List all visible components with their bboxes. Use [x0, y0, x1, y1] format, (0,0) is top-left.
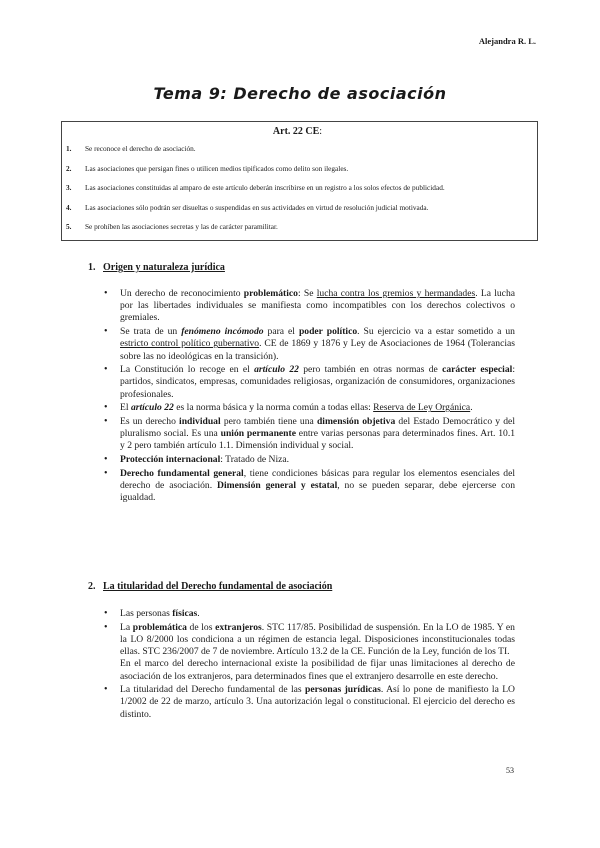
text: . — [197, 608, 200, 619]
article-box — [61, 121, 538, 241]
text: . La lucha por las libertades individuales se manifiesta como incompatibles con los derechos colectivos o gremiales. — [120, 288, 516, 324]
bold-text: problemática — [132, 621, 187, 633]
bold-text: físicas — [172, 608, 198, 619]
bold-text: Dimensión general y estatal — [217, 480, 338, 492]
bold-text: carácter especial — [442, 364, 513, 376]
text: , tiene condiciones básicas para regular los elementos esenciales del derecho de asociación. — [120, 467, 515, 492]
bold-italic-text: artículo 22 — [130, 402, 174, 414]
underlined-text: lucha contra los gremios y hermandades — [316, 288, 476, 299]
bold-text: individual — [179, 416, 221, 428]
text: . Así lo pone de manifiesto la LO 1/2002 de 22 de marzo, artículo 3. Una autorización legal o constitucional. El ejercicio del derecho es distinto. — [120, 684, 515, 720]
text: La — [120, 621, 133, 633]
article-title-text: Art. 22 CE — [272, 126, 320, 137]
text: : partidos, sindicatos, empresas, comunidades religiosas, organización de consumidores, organizaciones profesionales. — [120, 364, 515, 400]
article-title — [66, 126, 529, 137]
text: En el marco del derecho internacional existe la posibilidad de fijar unas limitaciones al derecho de asociación de los extranjeros, para determinados fines que el extranjero desarrolle en este derecho. — [120, 658, 515, 682]
list-item — [104, 622, 515, 683]
bold-text: poder político — [298, 326, 358, 338]
bold-text: unión permanente — [220, 428, 296, 440]
text: : Se — [297, 288, 317, 299]
article-item-text: Se reconoce el derecho de asociación. — [85, 144, 196, 153]
bold-text: extranjeros — [215, 621, 262, 633]
text: de los — [186, 621, 216, 633]
section-1-number: 1. — [88, 262, 96, 273]
text: . CE de 1869 y 1876 y Ley de Asociaciones de 1964 (Tolerancias sobre las no ideológicas en la transición). — [120, 338, 515, 362]
list-item — [104, 364, 515, 401]
list-item — [104, 288, 515, 325]
text: . — [470, 402, 473, 414]
list-item — [104, 416, 515, 453]
section-1-list — [104, 288, 515, 506]
article-item-text: Las asociaciones constituidas al amparo de este artículo deberán inscribirse en un registro a los solos efectos de publicidad. — [85, 183, 445, 192]
text: . STC 117/85. Posibilidad de suspensión. En la LO de 1985. Y en la LO 8/2000 los condiciona a un régimen de estancia legal. Disposiciones inconstitucionales todas ellas. STC 236/2007 de 7 de noviembre. Artículo 13.2 de la CE. Función de la Ley, función de los TI. — [120, 621, 515, 658]
article-item-text: Las asociaciones sólo podrán ser disueltas o suspendidas en sus actividades en virtud de resolución judicial motivada. — [85, 202, 429, 212]
article-item-text: Se prohíben las asociaciones secretas y las de carácter paramilitar. — [85, 222, 278, 231]
list-item — [104, 468, 515, 505]
text: para el — [263, 326, 299, 338]
text: . Su ejercicio va a estar sometido a un — [357, 326, 515, 338]
list-item — [104, 608, 515, 620]
list-item — [104, 326, 515, 363]
list-item — [104, 454, 515, 466]
text: Un derecho de reconocimiento — [120, 288, 244, 299]
author-name: Alejandra R. L. — [478, 36, 536, 46]
article-item — [66, 183, 529, 192]
bold-text: problemático — [243, 288, 298, 299]
section-2-title: La titularidad del Derecho fundamental de asociación — [103, 581, 333, 592]
section-1-title: Origen y naturaleza jurídica — [103, 262, 225, 273]
bold-text: Protección internacional — [120, 454, 221, 466]
text: Las personas — [120, 608, 173, 619]
text: pero también en otras normas de — [298, 364, 443, 376]
article-item-number: 2. — [66, 163, 72, 173]
article-item-number: 1. — [66, 144, 72, 153]
text: pero también tiene una — [220, 416, 317, 428]
section-2-list — [104, 608, 515, 722]
text: , no se pueden separar, debe ejercerse con igualdad. — [120, 480, 516, 504]
bold-text: personas jurídicas — [304, 684, 381, 696]
article-item-number: 5. — [66, 222, 72, 231]
text: Se trata de un — [120, 326, 182, 338]
article-item — [66, 203, 529, 212]
text: : Tratado de Niza. — [220, 454, 290, 466]
list-item — [104, 402, 515, 414]
text: El — [120, 402, 131, 414]
bold-italic-text: artículo 22 — [254, 364, 299, 376]
article-item-text: Las asociaciones que persigan fines o utilicen medios tipificados como delito son ilegales. — [85, 163, 349, 173]
text: es la norma básica y la norma común a todas ellas: — [173, 402, 374, 414]
bold-text: Derecho fundamental general — [120, 467, 244, 479]
text: La titularidad del Derecho fundamental de las — [120, 684, 305, 696]
list-item — [104, 684, 515, 721]
section-2-number: 2. — [88, 581, 96, 592]
article-title-colon: : — [319, 126, 323, 137]
bold-text: dimensión objetiva — [316, 416, 396, 428]
bold-italic-text: fenómeno incómodo — [181, 326, 264, 338]
underlined-text: estricto control político gubernativo — [120, 338, 260, 350]
page-title: Tema 9: Derecho de asociación — [153, 84, 447, 103]
page-number: 53 — [506, 766, 514, 775]
text: La Constitución lo recoge en el — [120, 364, 255, 376]
article-item — [66, 144, 529, 153]
article-item-number: 3. — [66, 183, 72, 192]
article-item — [66, 164, 529, 173]
text: entre varias personas para determinados fines. Art. 10.1 y 2 pero también artículo 1.1. Dimensión individual y social. — [120, 428, 516, 452]
section-2-heading — [88, 581, 332, 592]
underlined-text: Reserva de Ley Orgánica — [373, 402, 471, 414]
section-1-heading — [88, 262, 225, 273]
article-item — [66, 222, 529, 231]
text: del Estado Democrático y del pluralismo social. Es una — [120, 416, 515, 440]
text: Es un derecho — [120, 416, 180, 428]
article-item-number: 4. — [66, 202, 72, 212]
